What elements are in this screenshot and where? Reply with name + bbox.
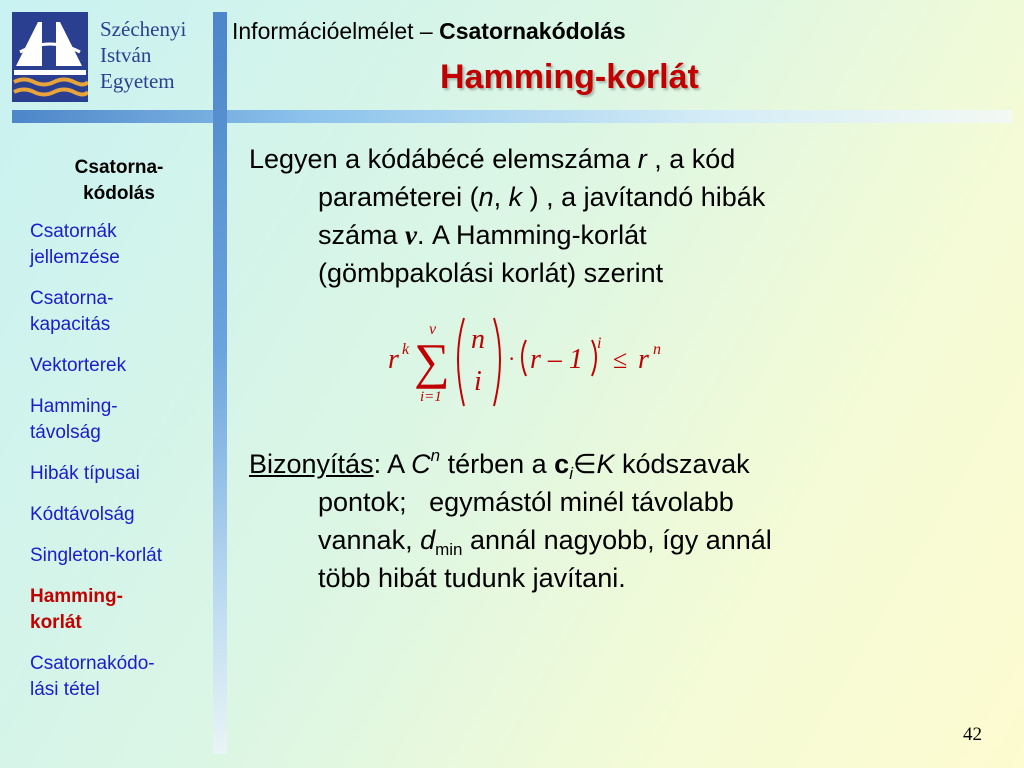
- var-r: r: [637, 144, 647, 174]
- sidebar-item-label: jellemzése: [30, 247, 120, 268]
- course-topic: Csatornakódolás: [439, 18, 626, 44]
- sidebar-item-label: Kódtávolság: [30, 504, 135, 525]
- sidebar-item-label: távolság: [30, 422, 101, 443]
- right-paren-icon: [494, 318, 500, 406]
- text-span: kódszavak: [614, 449, 750, 479]
- sidebar-item-label: Csatorna-: [30, 288, 114, 309]
- sidebar-item-label: kapacitás: [30, 314, 111, 335]
- sidebar-heading-line: kódolás: [83, 183, 155, 204]
- sidebar-item-label: Hamming-: [30, 586, 123, 607]
- course-name: Információelmélet –: [232, 18, 440, 44]
- text-span: annál nagyobb, így annál: [462, 525, 772, 555]
- var-i-sub: i: [569, 464, 573, 483]
- sidebar-item-csatornak-jellemzese[interactable]: [30, 219, 208, 271]
- var-c-vector: c: [554, 449, 570, 479]
- left-paren-icon: [458, 318, 464, 406]
- text-span: paraméterei (: [318, 182, 479, 212]
- proof-label: Bizonyítás: [249, 449, 374, 479]
- var-k: k: [508, 182, 523, 212]
- university-name-line: Széchenyi: [100, 17, 187, 41]
- formula-k: k: [402, 341, 410, 358]
- formula-rhs-r: r: [638, 344, 649, 375]
- text-span: , a kód: [646, 144, 736, 174]
- formula-exp-i: i: [597, 335, 602, 352]
- university-name: [100, 16, 212, 94]
- text-span: száma: [318, 220, 406, 250]
- intro-line: [249, 140, 999, 178]
- var-n: n: [478, 182, 494, 212]
- sidebar-item-csatornakodolasi-tetel[interactable]: [30, 651, 208, 703]
- left-paren-icon: [522, 340, 526, 376]
- sidebar-heading-line: Csatorna-: [74, 157, 164, 178]
- proof-line: több hibát tudunk javítani.: [318, 563, 626, 593]
- hamming-bound-formula: [380, 310, 680, 415]
- intro-line: (gömbpakolási korlát) szerint: [318, 258, 664, 288]
- subscript-min: min: [435, 540, 463, 559]
- sidebar-item-label: Csatornák: [30, 221, 117, 242]
- sum-icon: ∑: [414, 333, 450, 389]
- sidebar-item-label: Csatornakódo-: [30, 653, 155, 674]
- university-name-line: Egyetem: [100, 69, 175, 93]
- formula-n: n: [471, 324, 485, 355]
- superscript-n: [431, 446, 440, 465]
- bridge-logo-icon: [12, 12, 88, 102]
- formula-dot: ·: [508, 346, 516, 371]
- sidebar-item-hamming-tavolsag[interactable]: [30, 394, 208, 446]
- sidebar-item-hamming-korlat[interactable]: [30, 584, 208, 636]
- intro-line: [249, 178, 999, 216]
- page-number: 42: [963, 724, 982, 745]
- formula-graphic: [380, 310, 680, 415]
- text-span: vannak,: [318, 525, 421, 555]
- sidebar-nav: [30, 155, 208, 718]
- formula-nu: ν: [429, 321, 437, 338]
- formula-rhs-n: n: [653, 341, 661, 358]
- sidebar-divider-bar: [213, 12, 227, 754]
- proof-line: pontok; egymástól minél távolabb: [318, 487, 734, 517]
- university-logo: [12, 12, 88, 102]
- formula-i: i: [474, 366, 482, 397]
- var-K: K: [596, 449, 615, 479]
- course-title: [232, 18, 626, 45]
- sidebar-heading: [30, 155, 208, 207]
- proof-line: [249, 521, 999, 559]
- element-of-icon: ∈: [572, 449, 597, 479]
- sidebar-item-label: Hamming-: [30, 396, 118, 417]
- formula-r-minus-1: r – 1: [530, 344, 583, 375]
- var-n-sup: n: [430, 446, 441, 465]
- text-span: ,: [493, 182, 509, 212]
- var-d: d: [420, 525, 436, 555]
- var-nu: ν: [405, 220, 418, 250]
- sidebar-item-vektorterek[interactable]: [30, 353, 208, 379]
- formula-r: r: [388, 344, 399, 375]
- sidebar-item-label: Singleton-korlát: [30, 545, 163, 566]
- sidebar-item-label: korlát: [30, 612, 82, 633]
- sidebar-item-label: lási tétel: [30, 679, 100, 700]
- text-span: Legyen a kódábécé elemszáma: [249, 144, 638, 174]
- intro-line: [249, 216, 999, 254]
- right-paren-icon: [592, 340, 596, 376]
- leq-icon: ≤: [613, 345, 628, 374]
- sidebar-item-label: Vektorterek: [30, 355, 127, 376]
- sidebar-item-label: Hibák típusai: [30, 463, 140, 484]
- sidebar-item-hibak-tipusai[interactable]: [30, 461, 208, 487]
- slide-title: Hamming-korlát: [440, 58, 699, 96]
- university-name-line: István: [100, 43, 152, 67]
- sidebar-item-csatorna-kapacitas[interactable]: [30, 286, 208, 338]
- text-span: térben a: [440, 449, 555, 479]
- text-span: . A Hamming-korlát: [417, 220, 647, 250]
- intro-paragraph: [249, 140, 999, 292]
- proof-paragraph: [249, 445, 999, 597]
- sidebar-item-singleton-korlat[interactable]: [30, 543, 208, 569]
- header-divider-bar: [12, 110, 1012, 123]
- formula-lower: i=1: [420, 389, 442, 405]
- var-c-space: C: [411, 449, 431, 479]
- proof-line: [249, 445, 999, 483]
- text-span: : A: [373, 449, 412, 479]
- sidebar-item-kodtavolsag[interactable]: [30, 502, 208, 528]
- text-span: ) , a javítandó hibák: [522, 182, 766, 212]
